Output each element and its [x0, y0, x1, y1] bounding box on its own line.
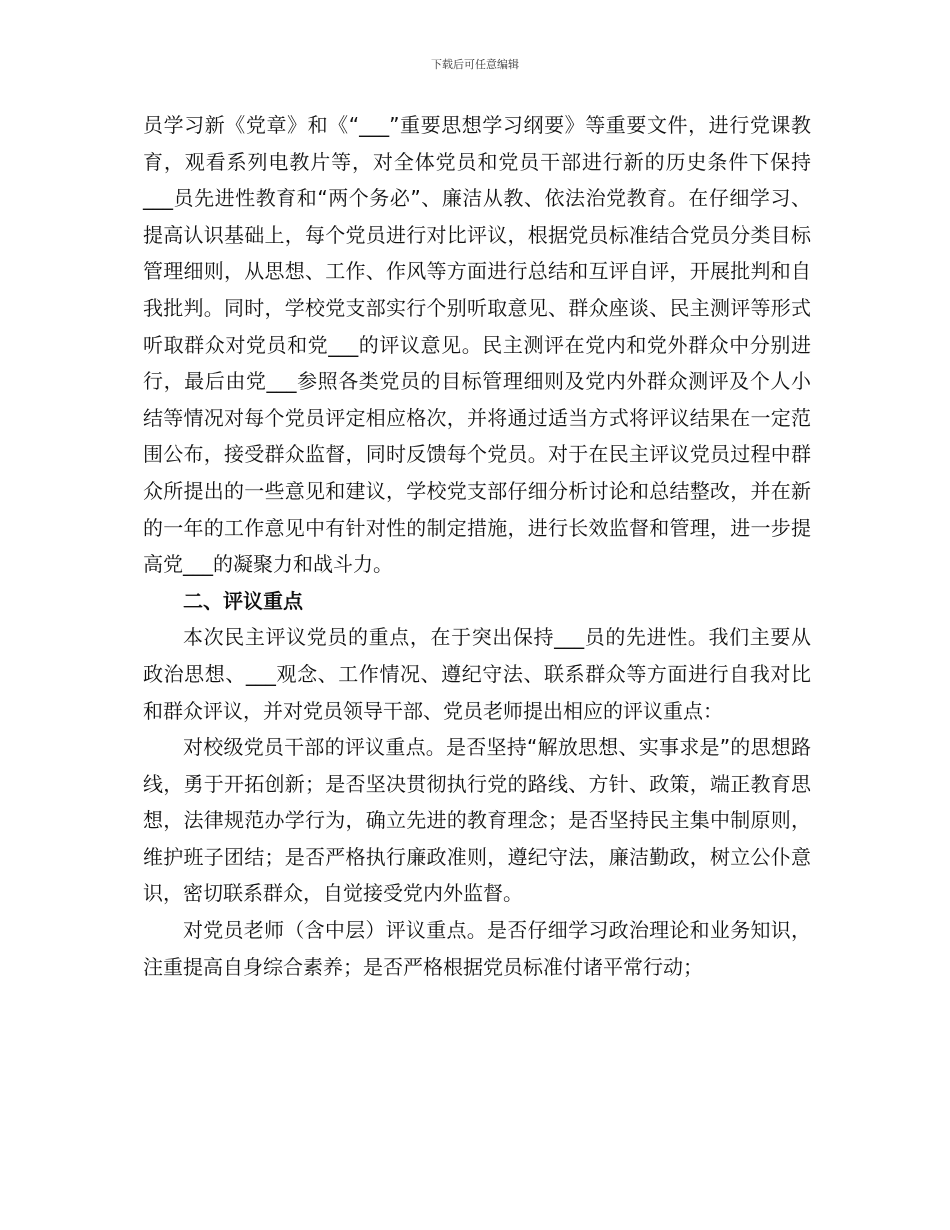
paragraph-evaluation-focus: 本次民主评议党员的重点，在于突出保持___员的先进性。我们主要从政治思想、___观念、工作情况、遵纪守法、联系群众等方面进行自我对比和群众评议，并对党员领导干部、党员老师提出相应的评议重点： — [143, 625, 811, 723]
paragraph-intro-continuation: 员学习新《党章》和《“___”重要思想学习纲要》等重要文件，进行党课教育，观看系列电教片等，对全体党员和党员干部进行新的历史条件下保持___员先进性教育和“两个务必”、廉洁从教、依法治党教育。在仔细学习、提高认识基础上，每个党员进行对比评议，根据党员标准结合党员分类目标管理细则，从思想、工作、作风等方面进行总结和互评自评，开展批判和自我批判。同时，学校党支部实行个别听取意见、群众座谈、民主测评等形式听取群众对党员和党___的评议意见。民主测评在党内和党外群众中分别进行，最后由党___参照各类党员的目标管理细则及党内外群众测评及个人小结等情况对每个党员评定相应格次，并将通过适当方式将评议结果在一定范围公布，接受群众监督，同时反馈每个党员。对于在民主评议党员过程中群众所提出的一些意见和建议，学校党支部仔细分析讨论和总结整改，并在新的一年的工作意见中有针对性的制定措施，进行长效监督和管理，进一步提高党___的凝聚力和战斗力。 — [143, 113, 811, 577]
page-header: 下载后可任意编辑 — [431, 58, 519, 71]
document-body — [143, 107, 811, 985]
section-heading: 二、评议重点 — [183, 588, 303, 613]
paragraph-school-cadres: 对校级党员干部的评议重点。是否坚持“解放思想、实事求是”的思想路线，勇于开拓创新；是否坚决贯彻执行党的路线、方针、政策，端正教育思想，法律规范办学行为，确立先进的教育理念；是否坚持民主集中制原则，维护班子团结；是否严格执行廉政准则，遵纪守法，廉洁勤政，树立公仆意识，密切联系群众，自觉接受党内外监督。 — [143, 735, 811, 906]
paragraph-party-teachers: 对党员老师（含中层）评议重点。是否仔细学习政治理论和业务知识，注重提高自身综合素养；是否严格根据党员标准付诸平常行动； — [143, 918, 811, 979]
